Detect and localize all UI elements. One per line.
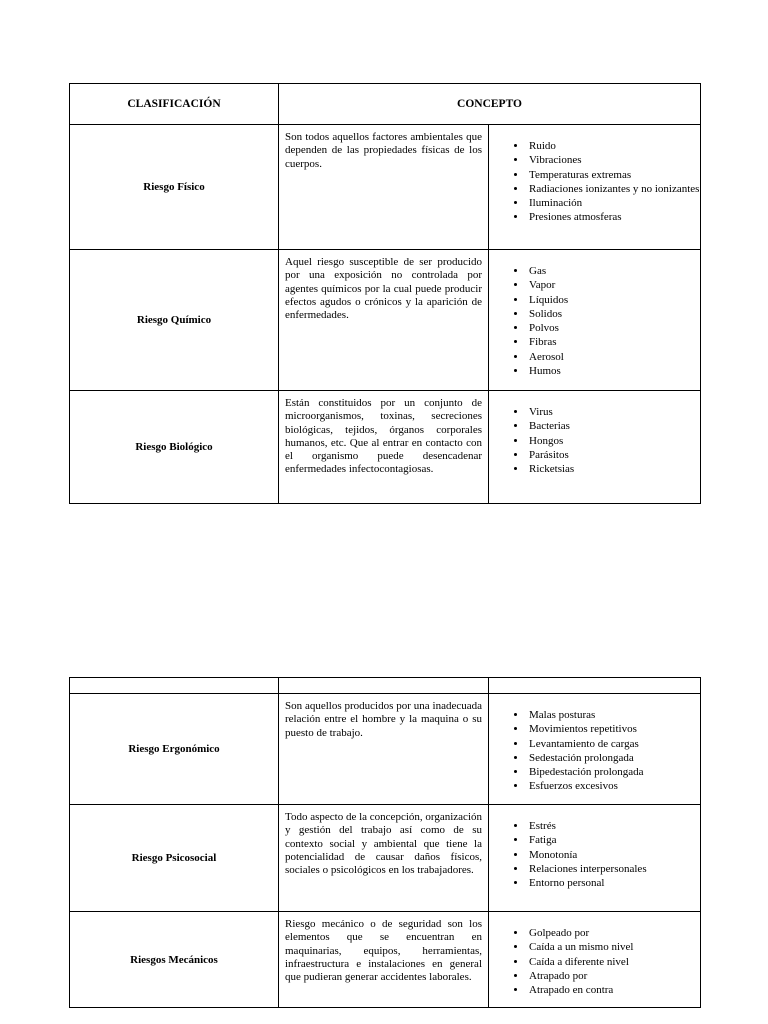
table-row-riesgo-quimico xyxy=(70,250,701,391)
list-item: • Polvos xyxy=(527,321,700,335)
list-item: • Movimientos repetitivos xyxy=(527,722,700,736)
risk-items-cell xyxy=(489,694,701,805)
risk-items-cell xyxy=(489,805,701,912)
risk-items-list xyxy=(489,250,700,378)
risk-items-list xyxy=(489,125,700,225)
list-item: • Monotonía xyxy=(527,848,700,862)
list-item: • Malas posturas xyxy=(527,708,700,722)
list-item: • Levantamiento de cargas xyxy=(527,737,700,751)
risk-table-2 xyxy=(69,677,701,1008)
list-item: • Bipedestación prolongada xyxy=(527,765,700,779)
risk-items-cell xyxy=(489,391,701,504)
blank-cell xyxy=(70,678,279,694)
risk-label: Riesgo Físico xyxy=(70,125,279,250)
list-item: • Fatiga xyxy=(527,833,700,847)
list-item: • Vapor xyxy=(527,278,700,292)
table-row-riesgos-mecanicos xyxy=(70,912,701,1008)
list-item: • Relaciones interpersonales xyxy=(527,862,700,876)
list-item: • Caída a diferente nivel xyxy=(527,955,700,969)
list-item: • Humos xyxy=(527,364,700,378)
risk-description: Son aquellos producidos por una inadecuada relación entre el hombre y la maquina o su puesto de trabajo. xyxy=(279,694,489,805)
list-item: • Esfuerzos excesivos xyxy=(527,779,700,793)
list-item: • Líquidos xyxy=(527,293,700,307)
list-item: • Estrés xyxy=(527,819,700,833)
list-item: • Vibraciones xyxy=(527,153,700,167)
list-item: • Parásitos xyxy=(527,448,700,462)
list-item: • Virus xyxy=(527,405,700,419)
list-item: • Gas xyxy=(527,264,700,278)
list-item: • Ruido xyxy=(527,139,700,153)
list-item: • Caída a un mismo nivel xyxy=(527,940,700,954)
list-item: • Ricketsias xyxy=(527,462,700,476)
list-item: • Iluminación xyxy=(527,196,700,210)
list-item: • Presiones atmosferas xyxy=(527,210,700,224)
risk-description: Están constituidos por un conjunto de microorganismos, toxinas, secreciones biológicas, tejidos, órganos corporales humanos, etc. Que al entrar en contacto con el organismo puede desencadenar enfermedades infectocontagiosas. xyxy=(279,391,489,504)
risk-table-1 xyxy=(69,83,701,504)
list-item: • Atrapado en contra xyxy=(527,983,700,997)
blank-cell xyxy=(279,678,489,694)
table-row-riesgo-psicosocial xyxy=(70,805,701,912)
risk-items-list xyxy=(489,912,700,997)
risk-label: Riesgo Biológico xyxy=(70,391,279,504)
list-item: • Temperaturas extremas xyxy=(527,168,700,182)
list-item: • Bacterias xyxy=(527,419,700,433)
blank-cell xyxy=(489,678,701,694)
risk-items-cell xyxy=(489,912,701,1008)
header-classification: CLASIFICACIÓN xyxy=(70,84,279,125)
header-concept: CONCEPTO xyxy=(279,84,701,125)
table-row-riesgo-biologico xyxy=(70,391,701,504)
risk-label: Riesgo Químico xyxy=(70,250,279,391)
risk-label: Riesgo Psicosocial xyxy=(70,805,279,912)
table-header-row xyxy=(70,84,701,125)
risk-description: Riesgo mecánico o de seguridad son los elementos que se encuentran en maquinarias, equipos, herramientas, infraestructura e instalaciones en general que pudieran generar accidentes laborales. xyxy=(279,912,489,1008)
list-item: • Atrapado por xyxy=(527,969,700,983)
table-row-riesgo-fisico xyxy=(70,125,701,250)
risk-description: Todo aspecto de la concepción, organización y gestión del trabajo así como de su contexto social y ambiental que tiene la potencialidad de causar daños físicos, sociales o psicológicos en los trabajadores. xyxy=(279,805,489,912)
risk-items-list xyxy=(489,694,700,794)
list-item: • Golpeado por xyxy=(527,926,700,940)
risk-items-list xyxy=(489,805,700,890)
list-item: • Entorno personal xyxy=(527,876,700,890)
risk-items-cell xyxy=(489,125,701,250)
risk-label: Riesgos Mecánicos xyxy=(70,912,279,1008)
list-item: • Aerosol xyxy=(527,350,700,364)
risk-description: Son todos aquellos factores ambientales que dependen de las propiedades físicas de los cuerpos. xyxy=(279,125,489,250)
risk-description: Aquel riesgo susceptible de ser producido por una exposición no controlada por agentes químicos por la cual puede producir efectos agudos o crónicos y la aparición de enfermedades. xyxy=(279,250,489,391)
table-row-riesgo-ergonomico xyxy=(70,694,701,805)
risk-items-cell xyxy=(489,250,701,391)
risk-label: Riesgo Ergonómico xyxy=(70,694,279,805)
list-item: • Solidos xyxy=(527,307,700,321)
table-blank-header-row xyxy=(70,678,701,694)
list-item: • Fibras xyxy=(527,335,700,349)
list-item: • Radiaciones ionizantes y no ionizantes xyxy=(527,182,700,196)
list-item: • Hongos xyxy=(527,434,700,448)
risk-items-list xyxy=(489,391,700,476)
list-item: • Sedestación prolongada xyxy=(527,751,700,765)
